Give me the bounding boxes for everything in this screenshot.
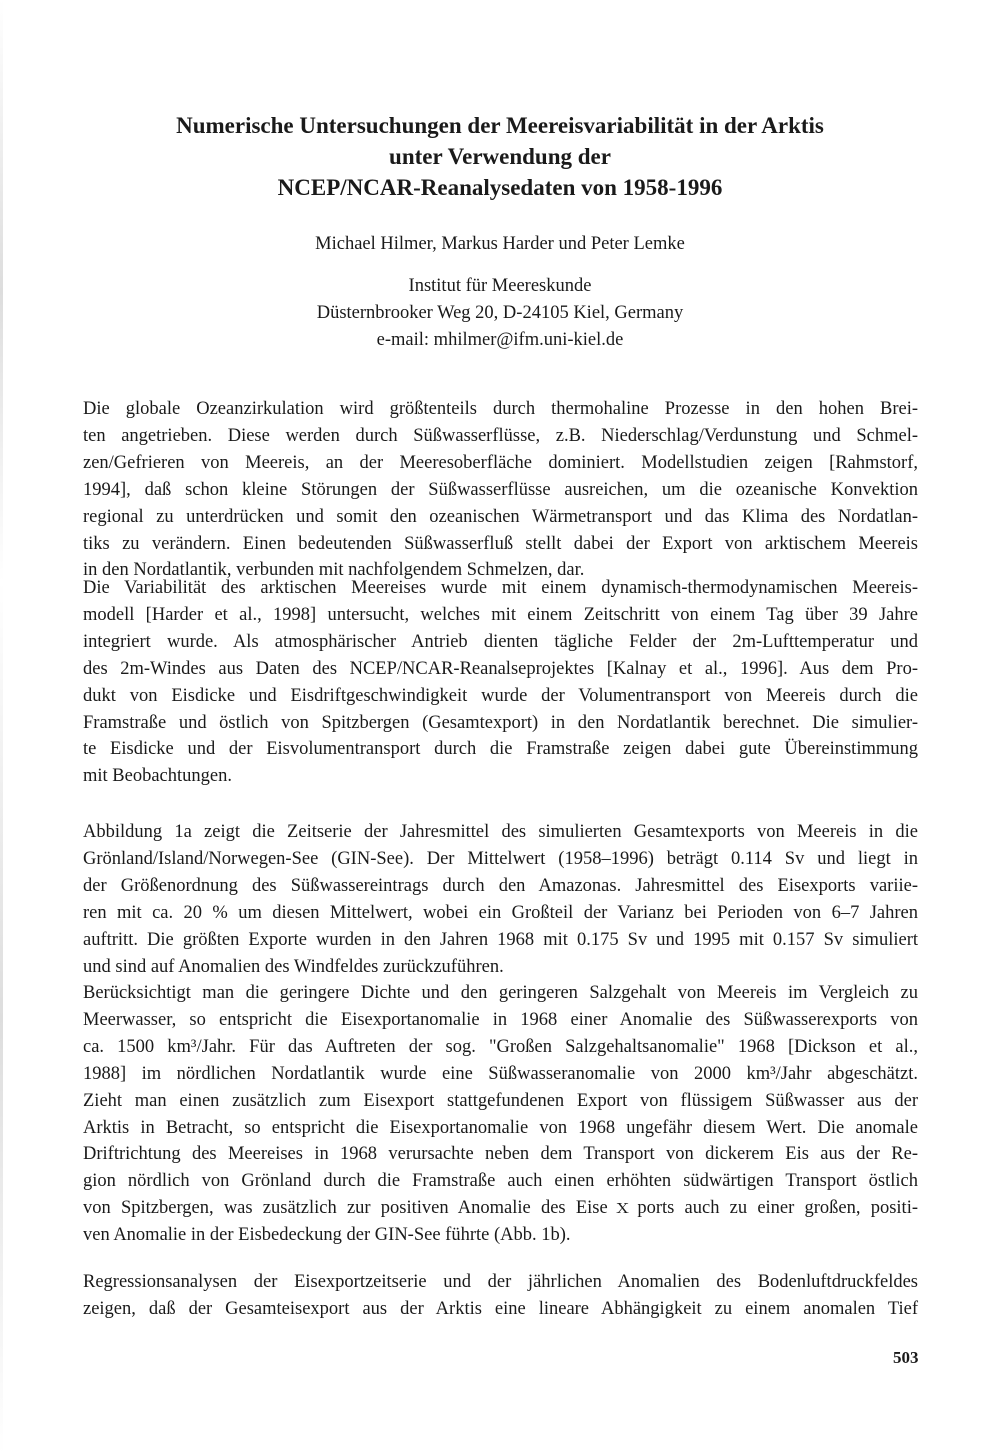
paragraph-3-line: Abbildung 1a zeigt die Zeitserie der Jahresmittel des simulierten Gesamtexports von Meereis in die (83, 822, 918, 842)
paragraph-4-line: gion nördlich von Grönland durch die Framstraße auch einen erhöhten südwärtigen Transport östlich (83, 1171, 918, 1192)
paragraph-2-line: dukt von Eisdicke und Eisdriftgeschwindigkeit wurde der Volumentransport von Meereis durch die (83, 685, 918, 706)
paragraph-1-line: ten angetrieben. Diese werden durch Süßwasserflüsse, z.B. Niederschlag/Verdunstung und Schmel- (83, 425, 918, 446)
paragraph-2-line: mit Beobachtungen. (83, 766, 232, 787)
paragraph-1-line: Die globale Ozeanzirkulation wird größtenteils durch thermohaline Prozesse in den hohen Brei- (83, 399, 918, 419)
paragraph-4-line: Driftrichtung des Meereises in 1968 verursachte neben dem Transport von dickerem Eis aus der Re- (83, 1144, 918, 1165)
page-number: 503 (893, 1348, 919, 1367)
paragraph-5-line: zeigen, daß der Gesamteisexport aus der Arktis eine lineare Abhängigkeit zu einem anomalen Tief (83, 1298, 918, 1319)
paragraph-3-line: ren mit ca. 20 % um diesen Mittelwert, wobei ein Großteil der Varianz bei Perioden von 6–7 Jahren (83, 902, 918, 923)
paragraph-2-line: te Eisdicke und der Eisvolumentransport durch die Framstraße zeigen dabei gute Übereinstimmung (83, 739, 918, 760)
paragraph-4-line: ven Anomalie in der Eisbedeckung der GIN-See führte (Abb. 1b). (83, 1225, 571, 1246)
affiliation-address: Düsternbrooker Weg 20, D-24105 Kiel, Germany (316, 303, 684, 323)
paragraph-1-line: 1994], daß schon kleine Störungen der Süßwasserflüsse ausreichen, um die ozeanische Konvektion (83, 479, 918, 500)
scan-edge (0, 0, 3, 1455)
paragraph-3-line: der Größenordnung des Süßwassereintrags durch den Amazonas. Jahresmittel des Eisexports variie- (83, 875, 918, 896)
paragraph-2-line: des 2m-Windes aus Daten des NCEP/NCAR-Reanalseprojektes [Kalnay et al., 1996]. Aus dem Pro- (83, 658, 918, 679)
affiliation-institute: Institut für Meereskunde (408, 276, 592, 296)
paragraph-3-line: Grönland/Island/Norwegen-See (GIN-See). Der Mittelwert (1958–1996) beträgt 0.114 Sv und liegt in (83, 848, 918, 869)
paragraph-5-line: Regressionsanalysen der Eisexportzeitserie und der jährlichen Anomalien des Bodenluftdruckfeldes (83, 1272, 918, 1292)
paragraph-4-line: 1988] im nördlichen Nordatlantik wurde eine Süßwasseranomalie von 2000 km³/Jahr abgeschätzt. (83, 1063, 918, 1084)
paragraph-2-line: integriert wurde. Als atmosphärischer Antrieb dienten tägliche Felder der 2m-Lufttemperatur und (83, 631, 918, 652)
affiliation-email: e-mail: mhilmer@ifm.uni-kiel.de (376, 330, 624, 350)
title-line-2: unter Verwendung der (389, 144, 611, 169)
paragraph-1-line: in den Nordatlantik, verbunden mit nachfolgendem Schmelzen, dar. (83, 560, 585, 581)
title-line-3: NCEP/NCAR-Reanalysedaten von 1958-1996 (277, 175, 723, 200)
paragraph-2-line: Framstraße und östlich von Spitzbergen (Gesamtexport) in den Nordatlantik berechnet. Die simulier- (83, 712, 918, 733)
paragraph-1-line: tiks zu verändern. Einen bedeutenden Süßwasserfluß stellt dabei der Export von arktischem Meereis (83, 533, 918, 554)
paragraph-4-line: Meerwasser, so entspricht die Eisexportanomalie in 1968 einer Anomalie des Süßwasserexports von (83, 1009, 918, 1030)
paragraph-4-line: von Spitzbergen, was zusätzlich zur positiven Anomalie des Eiseｘports auch zu einer großen, positi- (83, 1198, 918, 1219)
paragraph-1-line: zen/Gefrieren von Meereis, an der Meeresoberfläche dominiert. Modellstudien zeigen [Rahmstorf, (83, 452, 918, 473)
title-line-1: Numerische Untersuchungen der Meereisvariabilität in der Arktis (176, 113, 824, 138)
paragraph-2-line: modell [Harder et al., 1998] untersucht, welches mit einem Zeitschritt von einem Tag über 39 Jahre (83, 604, 918, 625)
authors: Michael Hilmer, Markus Harder und Peter Lemke (315, 234, 685, 254)
paragraph-3-line: und sind auf Anomalien des Windfeldes zurückzuführen. (83, 956, 504, 977)
paragraph-3-line: auftritt. Die größten Exporte wurden in den Jahren 1968 mit 0.175 Sv und 1995 mit 0.157 Sv simuliert (83, 929, 918, 950)
paragraph-2-line: Die Variabilität des arktischen Meereises wurde mit einem dynamisch-thermodynamischen Meereis- (83, 578, 918, 598)
paragraph-4-line: Arktis in Betracht, so entspricht die Eisexportanomalie von 1968 ungefähr diesem Wert. Die anomale (83, 1117, 918, 1138)
paragraph-4-line: Berücksichtigt man die geringere Dichte und den geringeren Salzgehalt von Meereis im Vergleich zu (83, 983, 918, 1003)
paragraph-1-line: regional zu unterdrücken und somit den ozeanischen Wärmetransport und das Klima des Nordatlan- (83, 506, 918, 527)
paragraph-4-line: Zieht man einen zusätzlich zum Eisexport stattgefundenen Export von flüssigem Süßwasser aus der (83, 1090, 918, 1111)
paragraph-4-line: ca. 1500 km³/Jahr. Für das Auftreten der sog. "Großen Salzgehaltsanomalie" 1968 [Dickson et al., (83, 1036, 918, 1057)
